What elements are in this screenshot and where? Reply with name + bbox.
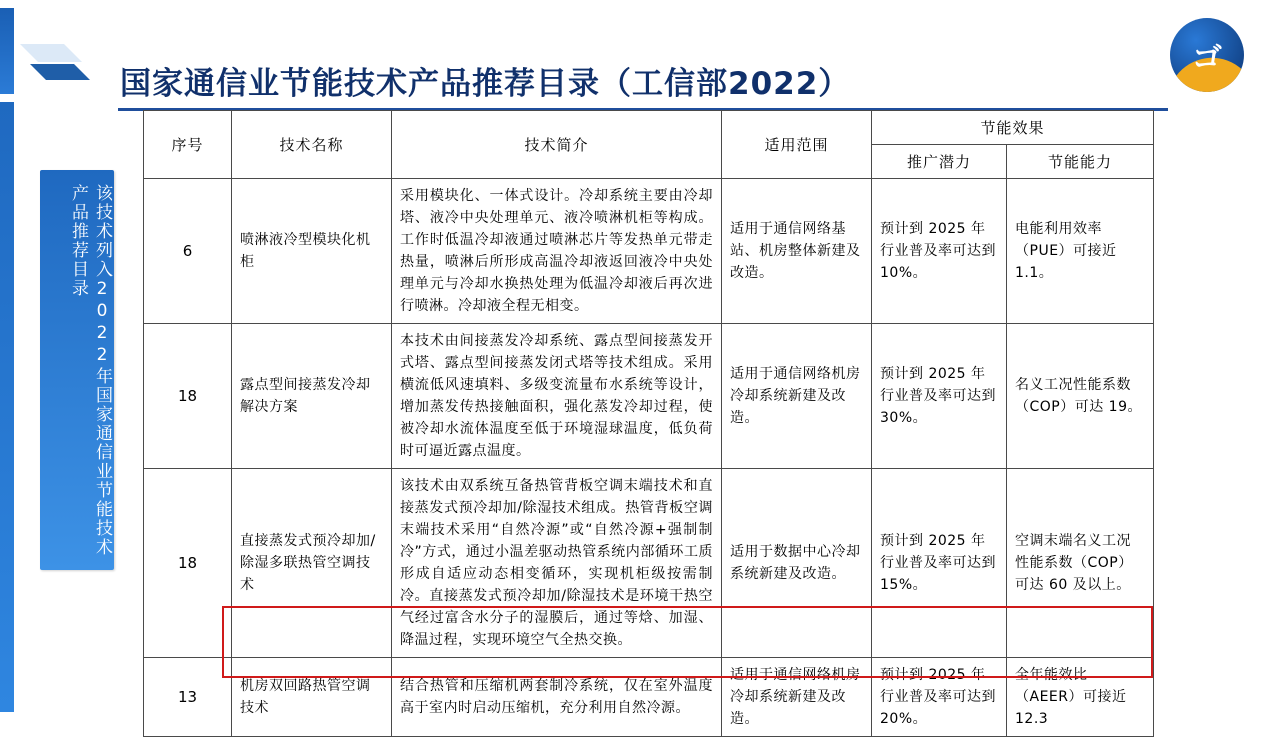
- side-banner: [40, 170, 114, 570]
- cell-potential: 预计到 2025 年行业普及率可达到 30%。: [872, 324, 1007, 469]
- header-effect: 节能效果: [872, 111, 1154, 145]
- header-scope: 适用范围: [722, 111, 872, 179]
- cell-name: 露点型间接蒸发冷却解决方案: [232, 324, 392, 469]
- left-edge-bar-bottom: [0, 102, 14, 712]
- cell-desc: 结合热管和压缩机两套制冷系统，仅在室外温度高于室内时启动压缩机，充分利用自然冷源。: [392, 658, 722, 737]
- cell-no: 18: [144, 469, 232, 658]
- cell-potential: 预计到 2025 年行业普及率可达到 20%。: [872, 658, 1007, 737]
- slide-title-bar: [0, 24, 1280, 102]
- cell-no: 13: [144, 658, 232, 737]
- cell-name: 机房双回路热管空调技术: [232, 658, 392, 737]
- page-title: 国家通信业节能技术产品推荐目录（工信部2022）: [120, 66, 851, 102]
- cell-desc: 该技术由双系统互备热管背板空调末端技术和直接蒸发式预冷却加/除湿技术组成。热管背板空调末端技术采用“自然冷源”或“自然冷源+强制制冷”方式，通过小温差驱动热管系统内部循环工质形成自适应动态相变循环，实现机柜级按需制冷。直接蒸发式预冷却加/除湿技术是环境干热空气经过富含水分子的湿膜后，通过等焓、加湿、降温过程，实现环境空气全热交换。: [392, 469, 722, 658]
- cell-desc: 采用模块化、一体式设计。冷却系统主要由冷却塔、液冷中央处理单元、液冷喷淋机柜等构成。工作时低温冷却液通过喷淋芯片等发热单元带走热量，喷淋后所形成高温冷却液返回液冷中央处理单元与冷却水换热处理为低温冷却液后再次进行喷淋。冷却液全程无相变。: [392, 179, 722, 324]
- table-header-row-1: [144, 111, 1154, 145]
- header-no: 序号: [144, 111, 232, 179]
- cell-desc: 本技术由间接蒸发冷却系统、露点型间接蒸发开式塔、露点型间接蒸发闭式塔等技术组成。采用横流低风速填料、多级变流量布水系统等设计，增加蒸发传热接触面积，强化蒸发冷却过程，使被冷却水流体温度至低于环境湿球温度，低负荷时可逼近露点温度。: [392, 324, 722, 469]
- cell-capability: 全年能效比（AEER）可接近 12.3: [1007, 658, 1154, 737]
- cell-capability: 名义工况性能系数（COP）可达 19。: [1007, 324, 1154, 469]
- cell-scope: 适用于通信网络机房冷却系统新建及改造。: [722, 658, 872, 737]
- cell-name: 直接蒸发式预冷却加/除湿多联热管空调技术: [232, 469, 392, 658]
- catalog-table: [143, 110, 1154, 737]
- cell-no: 6: [144, 179, 232, 324]
- header-capability: 节能能力: [1007, 145, 1154, 179]
- cell-scope: 适用于通信网络基站、机房整体新建及改造。: [722, 179, 872, 324]
- header-desc: 技术简介: [392, 111, 722, 179]
- title-arrow-icon: [20, 40, 90, 84]
- cell-no: 18: [144, 324, 232, 469]
- cell-scope: 适用于通信网络机房冷却系统新建及改造。: [722, 324, 872, 469]
- cell-scope: 适用于数据中心冷却系统新建及改造。: [722, 469, 872, 658]
- table-row: [144, 469, 1154, 658]
- cell-name: 喷淋液冷型模块化机柜: [232, 179, 392, 324]
- logo-mark: ゴ: [1192, 41, 1222, 76]
- header-potential: 推广潜力: [872, 145, 1007, 179]
- cell-potential: 预计到 2025 年行业普及率可达到 10%。: [872, 179, 1007, 324]
- company-logo: [1170, 18, 1244, 92]
- table-row: [144, 324, 1154, 469]
- side-banner-label: 该技术列入2022年国家通信业节能技术产品推荐目录: [68, 184, 112, 557]
- table-row-highlighted: [144, 658, 1154, 737]
- cell-capability: 电能利用效率（PUE）可接近 1.1。: [1007, 179, 1154, 324]
- table-row: [144, 179, 1154, 324]
- header-name: 技术名称: [232, 111, 392, 179]
- catalog-table-container: [143, 110, 1153, 737]
- cell-capability: 空调末端名义工况性能系数（COP）可达 60 及以上。: [1007, 469, 1154, 658]
- cell-potential: 预计到 2025 年行业普及率可达到 15%。: [872, 469, 1007, 658]
